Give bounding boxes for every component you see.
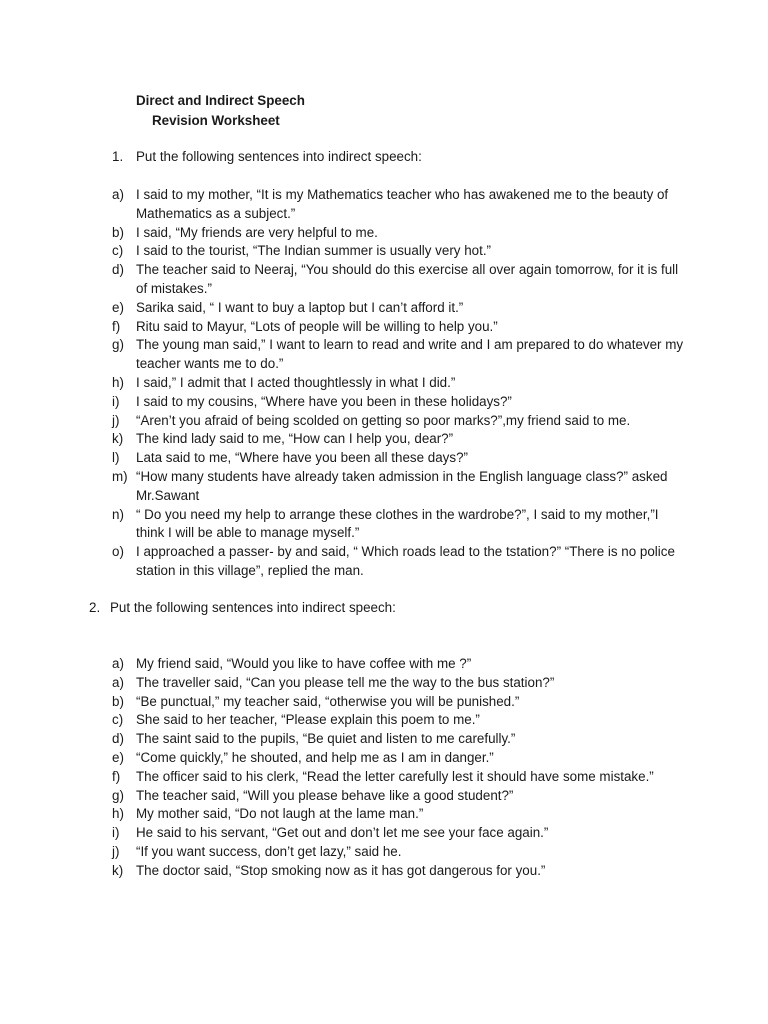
list-item-text: “Be punctual,” my teacher said, “otherwise you will be punished.” [136, 693, 520, 709]
list-item-text: The officer said to his clerk, “Read the letter carefully lest it should have some mistake.” [136, 768, 654, 784]
list-item [0, 693, 684, 712]
list-item-marker: n) [112, 506, 124, 522]
list-item-text: I said to my cousins, “Where have you been in these holidays?” [136, 393, 512, 409]
list-item [0, 730, 684, 749]
list-item-marker: i) [112, 825, 120, 841]
list-item-text: I said to my mother, “It is my Mathematics teacher who has awakened me to the beauty of Mathematics as a subject.” [136, 187, 669, 221]
list-item [0, 543, 684, 581]
list-item-marker: h) [112, 374, 124, 390]
list-item [0, 318, 684, 337]
section-1-heading: Put the following sentences into indirect speech: [136, 149, 422, 164]
list-item-text: “ Do you need my help to arrange these clothes in the wardrobe?”, I said to my mother,”I think I will be able to manage myself.” [136, 506, 659, 541]
list-item-text: She said to her teacher, “Please explain this poem to me.” [136, 712, 480, 728]
list-item [0, 412, 684, 431]
list-item-text: I approached a passer- by and said, “ Which roads lead to the tstation?” “There is no police station in this village”, replied the man. [136, 544, 675, 578]
list-item-text: “Come quickly,” he shouted, and help me as I am in danger.” [136, 749, 494, 765]
list-item-text: My mother said, “Do not laugh at the lame man.” [136, 806, 424, 822]
list-item-text: The teacher said, “Will you please behave like a good student?” [136, 787, 514, 803]
list-item [0, 768, 684, 787]
list-item-marker: h) [112, 806, 124, 822]
list-item-text: The kind lady said to me, “How can I help you, dear?” [136, 431, 454, 447]
list-item-text: “Aren’t you afraid of being scolded on getting so poor marks?”,my friend said to me. [136, 412, 631, 428]
list-item-marker: l) [112, 450, 120, 466]
list-item [0, 843, 684, 862]
list-item-marker: d) [112, 731, 124, 747]
list-item-marker: e) [112, 749, 124, 765]
list-item [0, 186, 684, 224]
list-item [0, 824, 684, 843]
list-item [0, 805, 684, 824]
list-item [0, 468, 684, 506]
list-item-marker: a) [112, 187, 124, 202]
list-item [0, 393, 684, 412]
list-item-text: “How many students have already taken admission in the English language class?” asked Mr.Sawant [136, 468, 668, 503]
list-item [0, 336, 684, 374]
section-2-items [0, 655, 768, 881]
list-item-text: I said,” I admit that I acted thoughtlessly in what I did.” [136, 374, 456, 390]
list-item-marker: f) [112, 768, 121, 784]
list-item-text: The traveller said, “Can you please tell me the way to the bus station?” [136, 674, 555, 690]
list-item [0, 862, 684, 881]
list-item-text: I said, “My friends are very helpful to me. [136, 224, 378, 240]
list-item-text: “If you want success, don’t get lazy,” said he. [136, 843, 402, 859]
list-item [0, 787, 684, 806]
list-item-marker: a) [112, 656, 124, 671]
list-item [0, 242, 684, 261]
list-item-marker: b) [112, 224, 124, 240]
list-item-marker: c) [112, 243, 124, 259]
list-item-marker: e) [112, 299, 124, 315]
list-item-marker: d) [112, 262, 124, 278]
list-item-marker: k) [112, 862, 124, 878]
list-item [0, 374, 684, 393]
list-item-text: Lata said to me, “Where have you been all these days?” [136, 450, 468, 466]
list-item [0, 224, 684, 243]
list-item-text: He said to his servant, “Get out and don’t let me see your face again.” [136, 825, 549, 841]
list-item [0, 449, 684, 468]
list-item-text: The teacher said to Neeraj, “You should do this exercise all over again tomorrow, for it is full of mistakes.” [136, 262, 679, 296]
list-item-marker: k) [112, 431, 124, 447]
section-2-heading: Put the following sentences into indirect speech: [110, 600, 396, 615]
list-item-marker: m) [112, 468, 128, 484]
list-item-text: Sarika said, “ I want to buy a laptop but I can’t afford it.” [136, 299, 464, 315]
list-item-marker: g) [112, 337, 124, 353]
document-title [136, 91, 305, 131]
list-item [0, 430, 684, 449]
list-item-text: The saint said to the pupils, “Be quiet and listen to me carefully.” [136, 731, 516, 747]
section-2-number: 2. [89, 600, 101, 615]
list-item-marker: j) [112, 843, 120, 859]
section-1-items [0, 186, 768, 581]
list-item [0, 749, 684, 768]
list-item-text: The young man said,” I want to learn to read and write and I am prepared to do whatever my teacher wants me to do.” [136, 337, 684, 372]
list-item-text: I said to the tourist, “The Indian summer is usually very hot.” [136, 243, 491, 259]
list-item-text: Ritu said to Mayur, “Lots of people will be willing to help you.” [136, 318, 498, 334]
list-item-marker: c) [112, 712, 124, 728]
list-item [0, 506, 684, 544]
list-item-marker: f) [112, 318, 121, 334]
list-item-marker: b) [112, 693, 124, 709]
section-1-number: 1. [112, 149, 124, 164]
list-item-marker: j) [112, 412, 120, 428]
list-item-marker: g) [112, 787, 124, 803]
list-item-marker: o) [112, 544, 124, 560]
title-line-1: Direct and Indirect Speech [136, 93, 305, 108]
list-item-marker: a) [112, 674, 124, 690]
list-item [0, 299, 684, 318]
list-item [0, 261, 684, 299]
list-item-text: The doctor said, “Stop smoking now as it has got dangerous for you.” [136, 862, 546, 878]
list-item-text: My friend said, “Would you like to have coffee with me ?” [136, 656, 472, 671]
title-line-2: Revision Worksheet [152, 113, 280, 128]
list-item-marker: i) [112, 393, 120, 409]
list-item [0, 674, 684, 693]
list-item [0, 711, 684, 730]
list-item [0, 655, 684, 674]
